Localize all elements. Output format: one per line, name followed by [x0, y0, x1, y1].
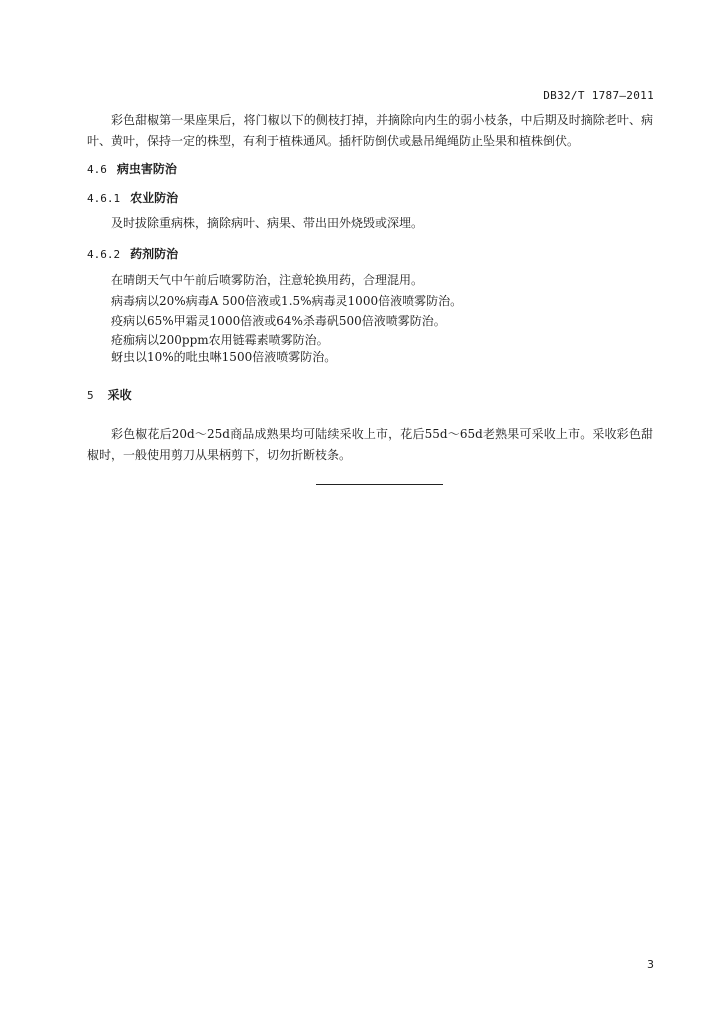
section-number: 4.6.2 — [87, 248, 121, 261]
treatment-line: 疮痂病以200ppm农用链霉素喷雾防治。 — [111, 333, 329, 347]
section-4-6-1-text: 及时拔除重病株，摘除病叶、病果、带出田外烧毁或深埋。 — [111, 216, 424, 230]
section-5-heading — [87, 386, 132, 405]
section-title: 农业防治 — [130, 191, 179, 205]
standard-code: DB32/T 1787—2011 — [543, 89, 654, 102]
section-number: 4.6 — [87, 163, 107, 176]
end-rule — [316, 484, 443, 485]
section-title: 药剂防治 — [130, 247, 179, 261]
treatment-line: 在晴朗天气中午前后喷雾防治，注意轮换用药，合理混用。 — [111, 273, 424, 287]
treatment-line: 病毒病以20%病毒A 500倍液或1.5%病毒灵1000倍液喷雾防治。 — [111, 294, 463, 308]
section-title: 采收 — [107, 388, 132, 402]
section-title: 病虫害防治 — [116, 162, 177, 176]
page-number: 3 — [647, 958, 654, 971]
intro-paragraph: 彩色甜椒第一果座果后，将门椒以下的侧枝打掉，并摘除向内生的弱小枝条，中后期及时摘除老叶、病叶、黄叶，保持一定的株型，有利于植株通风。插杆防倒伏或悬吊绳绳防止坠果和植株倒伏。 — [87, 113, 653, 148]
treatment-line: 蚜虫以10%的吡虫啉1500倍液喷雾防治。 — [111, 350, 337, 364]
section-5-text: 彩色椒花后20d～25d商品成熟果均可陆续采收上市，花后55d～65d老熟果可采收上市。采收彩色甜椒时，一般使用剪刀从果柄剪下，切勿折断枝条。 — [87, 427, 653, 462]
section-number: 4.6.1 — [87, 192, 121, 205]
section-number: 5 — [87, 389, 94, 402]
section-4-6-1-heading — [87, 189, 178, 208]
section-4-6-2-heading — [87, 245, 178, 264]
section-4-6-heading — [87, 160, 177, 179]
treatment-line: 疫病以65%甲霜灵1000倍液或64%杀毒矾500倍液喷雾防治。 — [111, 314, 446, 328]
